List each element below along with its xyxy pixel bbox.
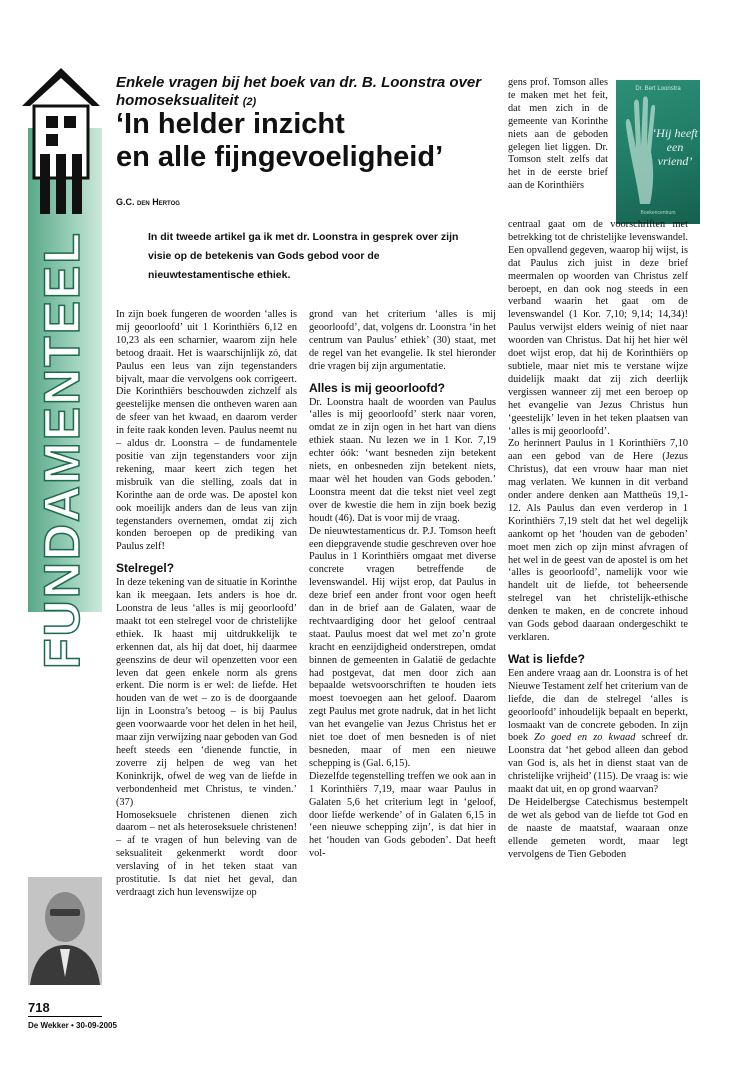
section-heading-stelregel: Stelregel? bbox=[116, 561, 175, 576]
book-title-reference: Zo goed en zo kwaad bbox=[534, 732, 636, 744]
paragraph: In zijn boek fungeren de woorden ‘alles is mij geoorloofd’ uit 1 Korinthiërs 6,12 en 10,23 als een scharnier, waarom zijn hele betoog draait. Het is waarschijnlijk zó, dat Paulus een leus van zijn tegenstanders bijvalt, maar die vervolgens ook corrigeert. Die Korinthiërs beschouwden zichzelf als geestelijke mensen die ontheven waren aan de sfeer van het kwaad, en daarom verder in feite raak konden leven. Paulus neemt nu – aldus dr. Loonstra – de fundamentele positie van zijn tegenstanders voor zijn rekening, maar keert zich tegen het misbruik van die stelling, zoals dat in Korinthe aan de orde was. De apostel kon ook moeilijk anders dan de leus van zijn tegenstanders overnemen, omdat zij zich konden beroepen op de prediking van Paulus zelf! bbox=[116, 309, 297, 553]
book-cover bbox=[616, 80, 700, 224]
book-author: Dr. Bert Loonstra bbox=[635, 86, 681, 92]
article-column-2 bbox=[309, 309, 496, 861]
paragraph: Zo herinnert Paulus in 1 Korinthiërs 7,10 aan een gebod van de Here (Jezus Christus), dat een vrouw haar man niet mag verlaten. We kunnen in dit verband onder andere denken aan Mattheüs 19,1-12. Als Paulus dan even verderop in 1 Korinthiërs 7,19 stelt dat het wel degelijk aankomt op het ‘houden van de geboden’ moet men zich op zijn minst afvragen of het wel in de geest van de apostel is om het ‘alles is geoorloofd’, namelijk voor wie handelt uit de liefde, tot beheersende stelregel van het christelijk-ethische denken te maken, en de concrete inhoud van Gods gebod daaraan ondergeschikt te verklaren. bbox=[508, 438, 688, 643]
page-number: 718 bbox=[28, 1000, 50, 1015]
section-heading-alles: Alles is mij geoorloofd? bbox=[309, 380, 446, 395]
paragraph: Een andere vraag aan dr. Loonstra is of het Nieuwe Testament zelf het criterium van de liefde, die dan de stelregel ‘alles is geoorloofd’ inhoudelijk bepaalt en beperkt, losmaakt van de concrete geboden. In zijn boek Zo goed en zo kwaad schreef dr. Loonstra dat ‘het gebod alleen dan gebod van God is, als het in dienst staat van de christelijke vrijheid’ (115). De vraag is: wie maakt dat uit, en op grond waarvan? bbox=[508, 667, 689, 796]
paragraph: Homoseksuele christenen dienen zich daarom – net als heteroseksuele christenen! – af te vragen of hun beleving van de seksualiteit gekenmerkt wordt door verslaving of in het teken staat van prostitutie. Is dat niet het geval, dan verdraagt zich hun levenswijze op bbox=[116, 809, 297, 898]
paragraph: Dr. Loonstra haalt de woorden van Paulus ‘alles is mij geoorloofd’ sterk naar voren, omdat ze in zijn ogen in het hart van diens ethiek staan. Nu lezen we in 1 Kor. 7,19 echter óók: ‘want besneden zijn betekent niets, en onbesneden zijn betekent niets, maar wèl het houden van Gods geboden.’ Loonstra meent dat die tekst niet veel zegt over de kwestie die hem in zijn boek bezig houdt (46). Dat is voor mij de vraag. bbox=[309, 396, 496, 524]
article-column-3 bbox=[508, 219, 688, 862]
author-photo bbox=[28, 877, 102, 985]
article-lead: In dit tweede artikel ga ik met dr. Loonstra in gesprek over zijn visie op de betekenis van Gods gebod voor de nieuwtestamentische ethiek. bbox=[148, 231, 459, 281]
article-title bbox=[116, 108, 506, 174]
house-logo-icon bbox=[20, 66, 102, 216]
footer-divider bbox=[28, 1016, 102, 1017]
article-author: G.C. den Hertog bbox=[116, 197, 180, 207]
book-title: ‘Hij heeft een vriend’ bbox=[652, 126, 698, 168]
paragraph: centraal gaat om de voorschriften met betrekking tot de christelijke levenswandel. Een opvallend gegeven, waarop hij wijst, is dat Paulus zich juist in deze brief meermalen op woorden van Christus zelf beroept, en dan ook nog steeds in een verband waarin het gaat om de levenswandel (1 Kor. 7,10; 9,14; 14,34)! Paulus verwijst elders weinig of niet naar woorden van Christus. Dat hij het hier wèl doet wijst erop, dat hij de Korinthiërs op subtiele, maar niet mis te verstane wijze duidelijk maakt dat zij zich deerlijk vergissen wanneer zij met een beroep op het evangelie van Jezus Christus hun ‘geestelijk’ leven in het teken plaatsen van ‘alles is mij geoorloofd’. bbox=[508, 219, 688, 437]
paragraph: In deze tekening van de situatie in Korinthe kan ik meegaan. Iets anders is hoe dr. Loonstra de leus ‘alles is mij geoorloofd’ maakt tot een stelregel voor de christelijke ethiek. Ik haast mij uitdrukkelijk te erkennen dat, als hij dat doet, hij daarmee geenszins de deur wil openzetten voor een leven dat geen enkele norm als grens erkent. Die norm is er wel: de liefde. Het houden van de wet – zo is de doorgaande lijn in Loonstra’s betoog – is bij Paulus geen voorwaarde voor het delen in het heil, maar zijn verwijzing naar geboden van God heeft steeds een ‘dienende functie, in zoverre zij helpen de weg van het Koninkrijk, ofwel de weg van de liefde in verbondenheid met Christus, te vinden.’ (37) bbox=[116, 577, 297, 808]
paragraph: Diezelfde tegenstelling treffen we ook aan in 1 Korinthiërs 7,19, maar waar Paulus in Galaten 5,6 het criterium legt in ‘geloof, door liefde werkende’ of in Galaten 6,15 in ‘een nieuwe schepping zijn’, is dat hier in het ‘houden van Gods geboden’. Dat heeft vol- bbox=[309, 770, 496, 860]
article-part: (2) bbox=[242, 96, 257, 108]
book-publisher: Boekencentrum bbox=[640, 210, 676, 216]
section-heading-liefde: Wat is liefde? bbox=[508, 651, 585, 666]
article-column-3-top bbox=[508, 77, 608, 193]
series-title: FUNDAMENTEEL bbox=[34, 231, 90, 669]
paragraph: gens prof. Tomson alles te maken met het feit, dat men zich in de gemeente van Korinthe niets aan de geboden gelegen liet liggen. Dr. Tomson stelt zelfs dat het in de eerste brief aan de Korinthiërs bbox=[508, 77, 608, 192]
paragraph: grond van het criterium ‘alles is mij geoorloofd’, dat, volgens dr. Loonstra ‘in het centrum van Paulus’ ethiek’ (30) staat, met de regel van het evangelie. Ik stel hieronder drie vragen bij zijn argumentatie. bbox=[309, 309, 496, 372]
paragraph: De nieuwtestamenticus dr. P.J. Tomson heeft een diepgravende studie geschreven over hoe Paulus in 1 Korinthiërs omgaat met diverse concrete vragen betreffende de levenswandel. Hij wijst erop, dat Paulus in deze brief een ander front voor ogen heeft dan in de brief aan de Galaten, waar de rechtvaardiging door het geloof centraal staat. Paulus moest dat wel met zo’n grote kracht en eenzijdigheid onderstrepen, omdat binnen de gemeenten in Galatië de gedachte had postgevat, dat men door zich aan bepaalde wetsvoorschriften te houden iets moest toevoegen aan het geloof. Daarom zegt Paulus met grote nadruk, dat in het licht van het evangelie van Jezus Christus het er niet toe doet of men besneden is of niet besneden, maar of men een nieuwe schepping is (Gal. 6,15). bbox=[309, 525, 496, 769]
article-column-1 bbox=[116, 309, 297, 900]
title-line-1: ‘In helder inzicht bbox=[116, 108, 345, 140]
publication-source: De Wekker • 30-09-2005 bbox=[28, 1021, 117, 1030]
paragraph: De Heidelbergse Catechismus bestempelt de wet als gebod van de liefde tot God en de naaste de maatstaf, waaraan onze ellende gemeten wordt, maar legt vervolgens de Tien Geboden bbox=[508, 796, 688, 860]
title-line-2: en alle fijngevoeligheid’ bbox=[116, 141, 444, 173]
article-subtitle: Enkele vragen bij het boek van dr. B. Loonstra over homoseksualiteit (2) bbox=[116, 74, 482, 109]
